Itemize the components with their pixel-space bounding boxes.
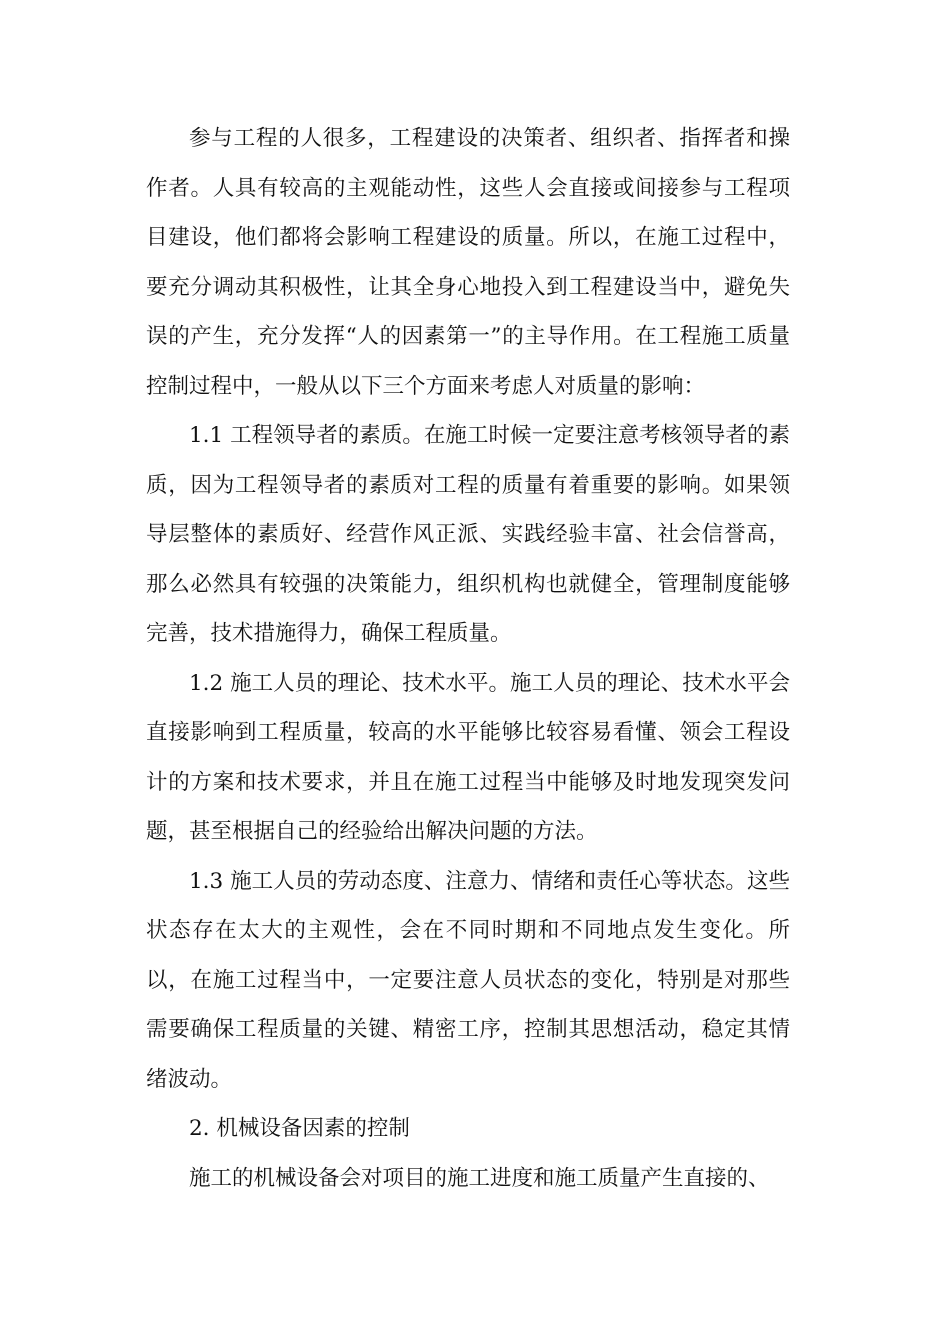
paragraph-leader-quality: 1.1 工程领导者的素质。在施工时候一定要注意考核领导者的素质，因为工程领导者的素质对工程的质量有着重要的影响。如果领导层整体的素质好、经营作风正派、实践经验丰富、社会信誉高，那么必然具有较强的决策能力，组织机构也就健全，管理制度能够完善，技术措施得力，确保工程质量。 [146, 423, 790, 646]
paragraph-technical-level: 1.2 施工人员的理论、技术水平。施工人员的理论、技术水平会直接影响到工程质量，较高的水平能够比较容易看懂、领会工程设计的方案和技术要求，并且在施工过程当中能够及时地发现突发问题，甚至根据自己的经验给出解决问题的方法。 [146, 670, 790, 844]
paragraph-personnel-intro: 参与工程的人很多，工程建设的决策者、组织者、指挥者和操作者。人具有较高的主观能动性，这些人会直接或间接参与工程项目建设，他们都将会影响工程建设的质量。所以，在施工过程中，要充分调动其积极性，让其全身心地投入到工程建设当中，避免失误的产生，充分发挥“人的因素第一”的主导作用。在工程施工质量控制过程中，一般从以下三个方面来考虑人对质量的影响： [146, 126, 790, 399]
section-heading-machinery: 2. 机械设备因素的控制 [189, 1116, 410, 1141]
document-body [146, 114, 790, 1203]
paragraph-worker-attitude: 1.3 施工人员的劳动态度、注意力、情绪和责任心等状态。这些状态存在太大的主观性，会在不同时期和不同地点发生变化。所以，在施工过程当中，一定要注意人员状态的变化，特别是对那些需要确保工程质量的关键、精密工序，控制其思想活动，稳定其情绪波动。 [146, 868, 790, 1092]
paragraph-machinery-intro: 施工的机械设备会对项目的施工进度和施工质量产生直接的、 [189, 1165, 770, 1191]
